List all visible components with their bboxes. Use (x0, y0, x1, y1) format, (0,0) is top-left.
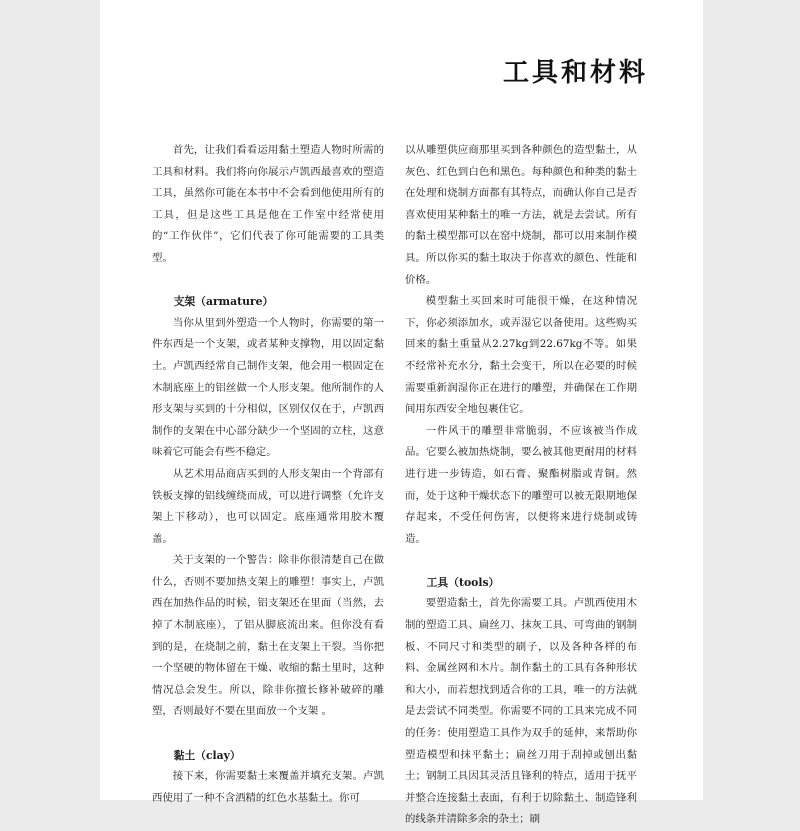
clay-paragraph-1: 接下来，你需要黏土来覆盖并填充支架。卢凯西使用了一种不含酒精的红色水基黏土。你可 (152, 770, 384, 804)
right-column (405, 140, 637, 831)
clay-heading: 黏土（clay） (173, 748, 241, 762)
tools-paragraph-1: 要塑造黏土，首先你需要工具。卢凯西使用木制的塑造工具、扁丝刀、抹灰工具、可弯曲的钢制板、不同尺寸和类型的刷子，以及各种各样的布料、金属丝网和木片。制作黏土的工具有各种形状和大小，而若想找到适合你的工具，唯一的方法就是去尝试不同类型。你需要不同的工具来完成不同的任务：使用塑造工具作为双手的延伸，来帮助你塑造模型和抹平黏土；扁丝刀用于刮掉或刨出黏土；钢制工具因其灵活且锋利的特点，适用于抚平并整合连接黏土表面，有利于切除黏土、制造锋利的线条并清除多余的杂土；刷 (405, 597, 637, 826)
left-column (152, 140, 384, 809)
armature-paragraph-1: 当你从里到外塑造一个人物时，你需要的第一件东西是一个支架，或者某种支撑物，用以固定黏土。卢凯西经常自己制作支架，他会用一根固定在木制底座上的铝丝做一个人形支架。他所制作的人形支架与买到的十分相似，区别仅仅在于，卢凯西制作的支架在中心部分缺少一个坚固的立柱，这意味着它可能会有些不稳定。 (152, 316, 384, 459)
armature-paragraph-3: 关于支架的一个警告：除非你很清楚自己在做什么，否则不要加热支架上的雕塑！事实上，卢凯西在加热作品的时候，铝支架还在里面（当然，去掉了木制底座），了铝从脚底流出来。但你没有看到的是，在烧制之前，黏土在支架上干裂。当你把一个坚硬的物体留在干燥、收缩的黏土里时，这种情况总会发生。所以，除非你擅长修补破碎的雕塑，否则最好不要在里面放一个支架 。 (152, 554, 384, 718)
tools-heading: 工具（tools） (426, 575, 500, 589)
clay-paragraph-1-continued: 以从雕塑供应商那里买到各种颜色的造型黏土，从灰色、红色到白色和黑色。每种颜色和种类的黏土在处理和烧制方面都有其特点，而确认你自己是否喜欢使用某种黏土的唯一方法，就是去尝试。所有的黏土模型都可以在窑中烧制，都可以用来制作模具。所以你买的黏土取决于你喜欢的颜色、性能和价格。 (405, 144, 637, 286)
book-page (100, 0, 703, 826)
armature-heading: 支架（armature） (173, 295, 274, 309)
intro-paragraph: 首先，让我们看看运用黏土塑造人物时所需的工具和材料。我们将向你展示卢凯西最喜欢的塑造工具，虽然你可能在本书中不会看到他使用所有的工具，但是这些工具是他在工作室中经常使用的“工作伙伴”，它们代表了你可能需要的工具类型。 (152, 144, 384, 264)
clay-paragraph-2: 模型黏土买回来时可能很干燥，在这种情况下，你必须添加水，或弄湿它以备使用。这些购买回来的黏土重量从2.27kg到22.67kg不等。如果不经常补充水分，黏土会变干，所以在必要的时候需要重新润湿你正在进行的雕塑，并确保在工作期间用东西安全地包裹住它。 (405, 295, 637, 416)
page-title: 工具和材料 (502, 58, 648, 88)
clay-paragraph-3: 一件风干的雕塑非常脆弱，不应该被当作成品。它要么被加热烧制，要么被其他更耐用的材料进行进一步铸造，如石膏、聚酯树脂或青铜。然而，处于这种干燥状态下的雕塑可以被无限期地保存起来，不受任何伤害，以便将来进行烧制或铸造。 (405, 424, 637, 545)
armature-paragraph-2: 从艺术用品商店买到的人形支架由一个背部有铁板支撑的铝线缠绕而成，可以进行调整（允许支架上下移动），也可以固定。底座通常用胶木覆盖。 (152, 467, 384, 545)
